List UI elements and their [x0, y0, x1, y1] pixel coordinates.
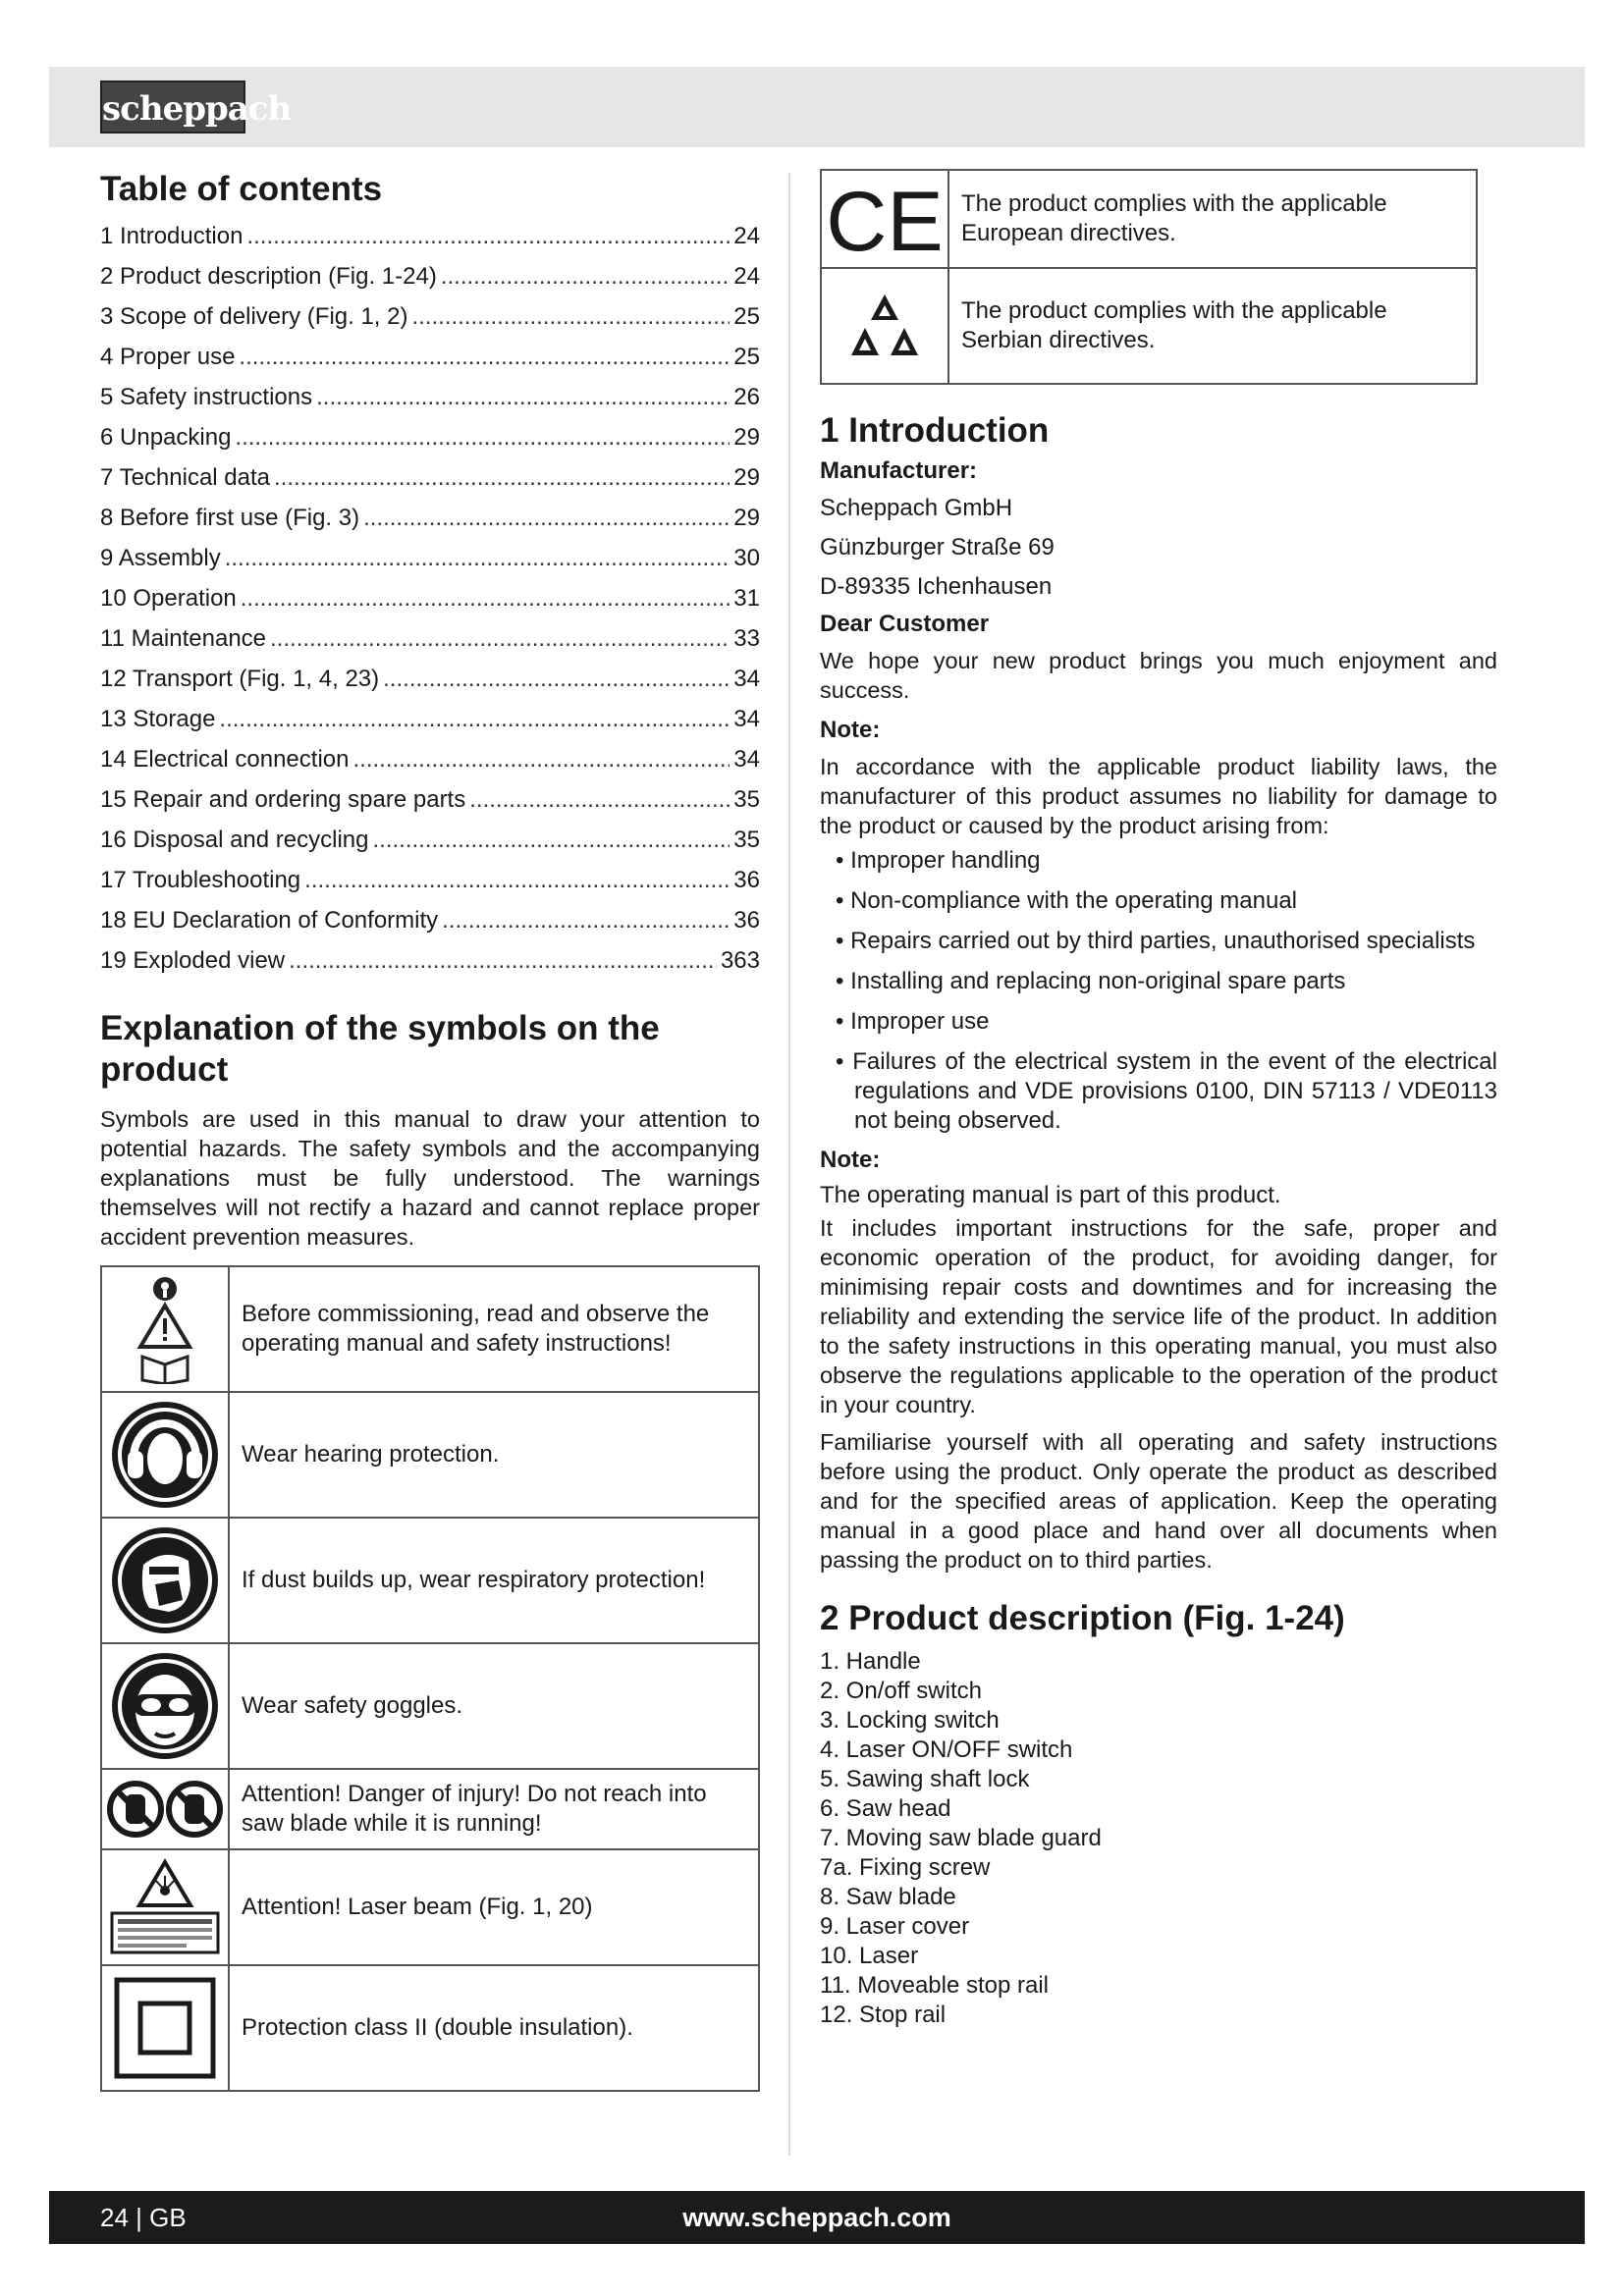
toc-item-page: 25	[733, 344, 760, 370]
toc-item-page: 24	[733, 263, 760, 290]
toc-item	[100, 820, 760, 860]
toc-item-page: 35	[733, 786, 760, 813]
symbol-text: Attention! Laser beam (Fig. 1, 20)	[229, 1849, 759, 1965]
toc-item-page: 29	[733, 464, 760, 491]
toc-leader-dots	[241, 578, 731, 618]
familiarise-paragraph: Familiarise yourself with all operating and safety instructions before using the product. Only operate the product as described and for the specified areas of application. Keep the operating manual in a good place and hand over all documents when passing the product on to third parties.	[820, 1429, 1497, 1573]
symbol-row	[101, 1769, 759, 1849]
toc-item-page: 26	[733, 384, 760, 410]
toc-item-page: 29	[733, 505, 760, 531]
toc-leader-dots	[270, 618, 730, 659]
toc-item	[100, 256, 760, 296]
page-number: 24 | GB	[100, 2203, 187, 2232]
toc-item-title: 9 Assembly	[100, 545, 221, 571]
toc-leader-dots	[219, 699, 730, 739]
respirator-icon	[101, 1518, 229, 1643]
toc-item	[100, 216, 760, 256]
toc-item-page: 34	[733, 746, 760, 773]
toc-item-title: 14 Electrical connection	[100, 746, 350, 773]
column-divider	[788, 173, 790, 2156]
part-item: 7. Moving saw blade guard	[820, 1825, 1102, 1851]
list-item: • Improper handling	[836, 846, 1497, 876]
toc-item-title: 19 Exploded view	[100, 947, 286, 974]
product-description-heading: 2 Product description (Fig. 1-24)	[820, 1599, 1345, 1637]
toc-item	[100, 337, 760, 377]
toc-item-title: 6 Unpacking	[100, 424, 232, 451]
hearing-protection-icon	[101, 1392, 229, 1518]
toc-leader-dots	[274, 457, 730, 498]
toc-item-page: 34	[733, 666, 760, 692]
toc-leader-dots	[246, 216, 730, 256]
compliance-text: The product complies with the applicable Serbian directives.	[948, 268, 1477, 384]
compliance-table	[820, 169, 1478, 385]
toc-leader-dots	[235, 417, 730, 457]
toc-item	[100, 940, 760, 981]
symbols-table	[100, 1265, 760, 2092]
compliance-row	[821, 268, 1477, 384]
part-item: 7a. Fixing screw	[820, 1854, 991, 1881]
toc-item	[100, 779, 760, 820]
toc-item	[100, 296, 760, 337]
liability-note: In accordance with the applicable product liability laws, the manufacturer of this product assumes no liability for damage to the product or caused by the product arising from:	[820, 754, 1497, 838]
read-manual-icon	[101, 1266, 229, 1392]
scheppach-logo: scheppach	[100, 80, 245, 133]
part-item: 11. Moveable stop rail	[820, 1972, 1050, 1999]
right-column	[820, 169, 1497, 2030]
protection-class-ii-icon	[101, 1965, 229, 2091]
symbol-row	[101, 1518, 759, 1643]
toc-item-page: 31	[733, 585, 760, 612]
toc-item-title: 15 Repair and ordering spare parts	[100, 786, 466, 813]
list-item: • Failures of the electrical system in the event of the electrical regulations and VDE provisions 0100, DIN 57113 / VDE0113 not being observed.	[836, 1047, 1497, 1136]
ce-mark-text: CE	[826, 178, 944, 260]
list-item: • Non-compliance with the operating manual	[836, 886, 1497, 916]
symbols-heading: Explanation of the symbols on the product	[100, 1009, 660, 1089]
manufacturer-label: Manufacturer:	[820, 457, 978, 484]
toc-item-title: 7 Technical data	[100, 464, 271, 491]
toc-leader-dots	[469, 779, 730, 820]
toc-item-title: 10 Operation	[100, 585, 237, 612]
toc-item-page: 35	[733, 827, 760, 853]
toc-item	[100, 417, 760, 457]
safety-goggles-icon	[101, 1643, 229, 1769]
symbols-intro: Symbols are used in this manual to draw your attention to potential hazards. The safety symbols and the accompanying explanations must be fully understood. The warnings themselves will not rectify a hazard and cannot replace proper accident prevention measures.	[100, 1106, 760, 1250]
manual-part-note: The operating manual is part of this product.	[820, 1182, 1281, 1208]
toc-item	[100, 538, 760, 578]
toc-item-title: 17 Troubleshooting	[100, 867, 301, 893]
toc-item	[100, 900, 760, 940]
part-item: 2. On/off switch	[820, 1678, 982, 1704]
toc-item	[100, 699, 760, 739]
serbian-conformity-icon	[821, 268, 948, 384]
address-line: Scheppach GmbH	[820, 495, 1013, 521]
product-parts-list	[820, 1647, 1497, 2030]
symbol-row	[101, 1643, 759, 1769]
list-item: • Installing and replacing non-original spare parts	[836, 967, 1497, 996]
toc-item-page: 36	[733, 867, 760, 893]
toc-item-title: 1 Introduction	[100, 223, 244, 249]
list-item: • Repairs carried out by third parties, unauthorised specialists	[836, 927, 1497, 956]
toc-item-page: 363	[720, 947, 760, 974]
symbol-row	[101, 1266, 759, 1392]
toc-leader-dots	[363, 498, 730, 538]
symbol-row	[101, 1849, 759, 1965]
part-item: 8. Saw blade	[820, 1884, 956, 1910]
part-item: 5. Sawing shaft lock	[820, 1766, 1030, 1792]
toc-item-title: 18 EU Declaration of Conformity	[100, 907, 439, 934]
toc-leader-dots	[304, 860, 730, 900]
part-item: 9. Laser cover	[820, 1913, 970, 1940]
symbol-text: If dust builds up, wear respiratory protection!	[229, 1518, 759, 1643]
toc-leader-dots	[225, 538, 731, 578]
toc-leader-dots	[352, 739, 730, 779]
toc-leader-dots	[441, 256, 730, 296]
toc-title: Table of contents	[100, 170, 383, 208]
ce-mark-icon	[821, 170, 948, 268]
list-item: • Improper use	[836, 1007, 1497, 1037]
toc-item-page: 33	[733, 625, 760, 652]
dear-customer-text: We hope your new product brings you much enjoyment and success.	[820, 648, 1497, 703]
part-item: 1. Handle	[820, 1648, 921, 1675]
symbol-row	[101, 1392, 759, 1518]
part-item: 12. Stop rail	[820, 2002, 947, 2028]
toc-item-title: 13 Storage	[100, 706, 216, 732]
toc-leader-dots	[239, 337, 730, 377]
part-item: 4. Laser ON/OFF switch	[820, 1736, 1073, 1763]
symbol-text: Before commissioning, read and observe the operating manual and safety instructions!	[229, 1266, 759, 1392]
part-item: 6. Saw head	[820, 1795, 951, 1822]
toc-item-page: 30	[733, 545, 760, 571]
compliance-text: The product complies with the applicable European directives.	[948, 170, 1477, 268]
toc-item	[100, 457, 760, 498]
toc-item-page: 36	[733, 907, 760, 934]
toc-item-title: 5 Safety instructions	[100, 384, 313, 410]
toc-item	[100, 739, 760, 779]
introduction-heading: 1 Introduction	[820, 411, 1050, 450]
laser-warning-icon	[101, 1849, 229, 1965]
liability-exclusions-list	[820, 846, 1497, 1136]
toc-item-page: 24	[733, 223, 760, 249]
toc-item-title: 11 Maintenance	[100, 625, 267, 652]
part-item: 3. Locking switch	[820, 1707, 1000, 1734]
symbol-text: Wear safety goggles.	[229, 1643, 759, 1769]
symbol-row	[101, 1965, 759, 2091]
note-label: Note:	[820, 1147, 881, 1173]
toc-item-title: 3 Scope of delivery (Fig. 1, 2)	[100, 303, 408, 330]
compliance-row	[821, 170, 1477, 268]
note-label: Note:	[820, 717, 881, 743]
manual-importance-paragraph: It includes important instructions for the safe, proper and economic operation of the product, for avoiding danger, for minimising repair costs and downtimes and for increasing the reliability and extending the service life of the product. In addition to the safety instructions in this operating manual, you must also observe the regulations applicable to the operation of the product in your country.	[820, 1215, 1497, 1417]
toc-leader-dots	[411, 296, 730, 337]
toc-item-page: 34	[733, 706, 760, 732]
symbol-text: Wear hearing protection.	[229, 1392, 759, 1518]
toc-leader-dots	[372, 820, 730, 860]
left-column	[100, 169, 760, 2092]
toc-item	[100, 860, 760, 900]
no-hands-icon	[101, 1769, 229, 1849]
toc-item	[100, 498, 760, 538]
part-item: 10. Laser	[820, 1943, 919, 1969]
toc-item-title: 16 Disposal and recycling	[100, 827, 369, 853]
toc-item	[100, 618, 760, 659]
table-of-contents	[100, 216, 760, 981]
website-url: www.scheppach.com	[682, 2203, 951, 2232]
toc-item-page: 29	[733, 424, 760, 451]
dear-customer-label: Dear Customer	[820, 611, 990, 637]
toc-leader-dots	[383, 659, 730, 699]
toc-item-page: 25	[733, 303, 760, 330]
symbol-text: Attention! Danger of injury! Do not reach into saw blade while it is running!	[229, 1769, 759, 1849]
page-header	[49, 67, 1585, 147]
symbol-text: Protection class II (double insulation).	[229, 1965, 759, 2091]
toc-leader-dots	[442, 900, 730, 940]
toc-item	[100, 578, 760, 618]
address-line: Günzburger Straße 69	[820, 534, 1055, 561]
toc-item	[100, 659, 760, 699]
toc-item-title: 12 Transport (Fig. 1, 4, 23)	[100, 666, 380, 692]
toc-item-title: 8 Before first use (Fig. 3)	[100, 505, 360, 531]
toc-item-title: 2 Product description (Fig. 1-24)	[100, 263, 437, 290]
page-footer	[49, 2191, 1585, 2244]
toc-item	[100, 377, 760, 417]
toc-leader-dots	[316, 377, 730, 417]
toc-leader-dots	[289, 940, 717, 981]
toc-item-title: 4 Proper use	[100, 344, 236, 370]
address-line: D-89335 Ichenhausen	[820, 573, 1053, 600]
